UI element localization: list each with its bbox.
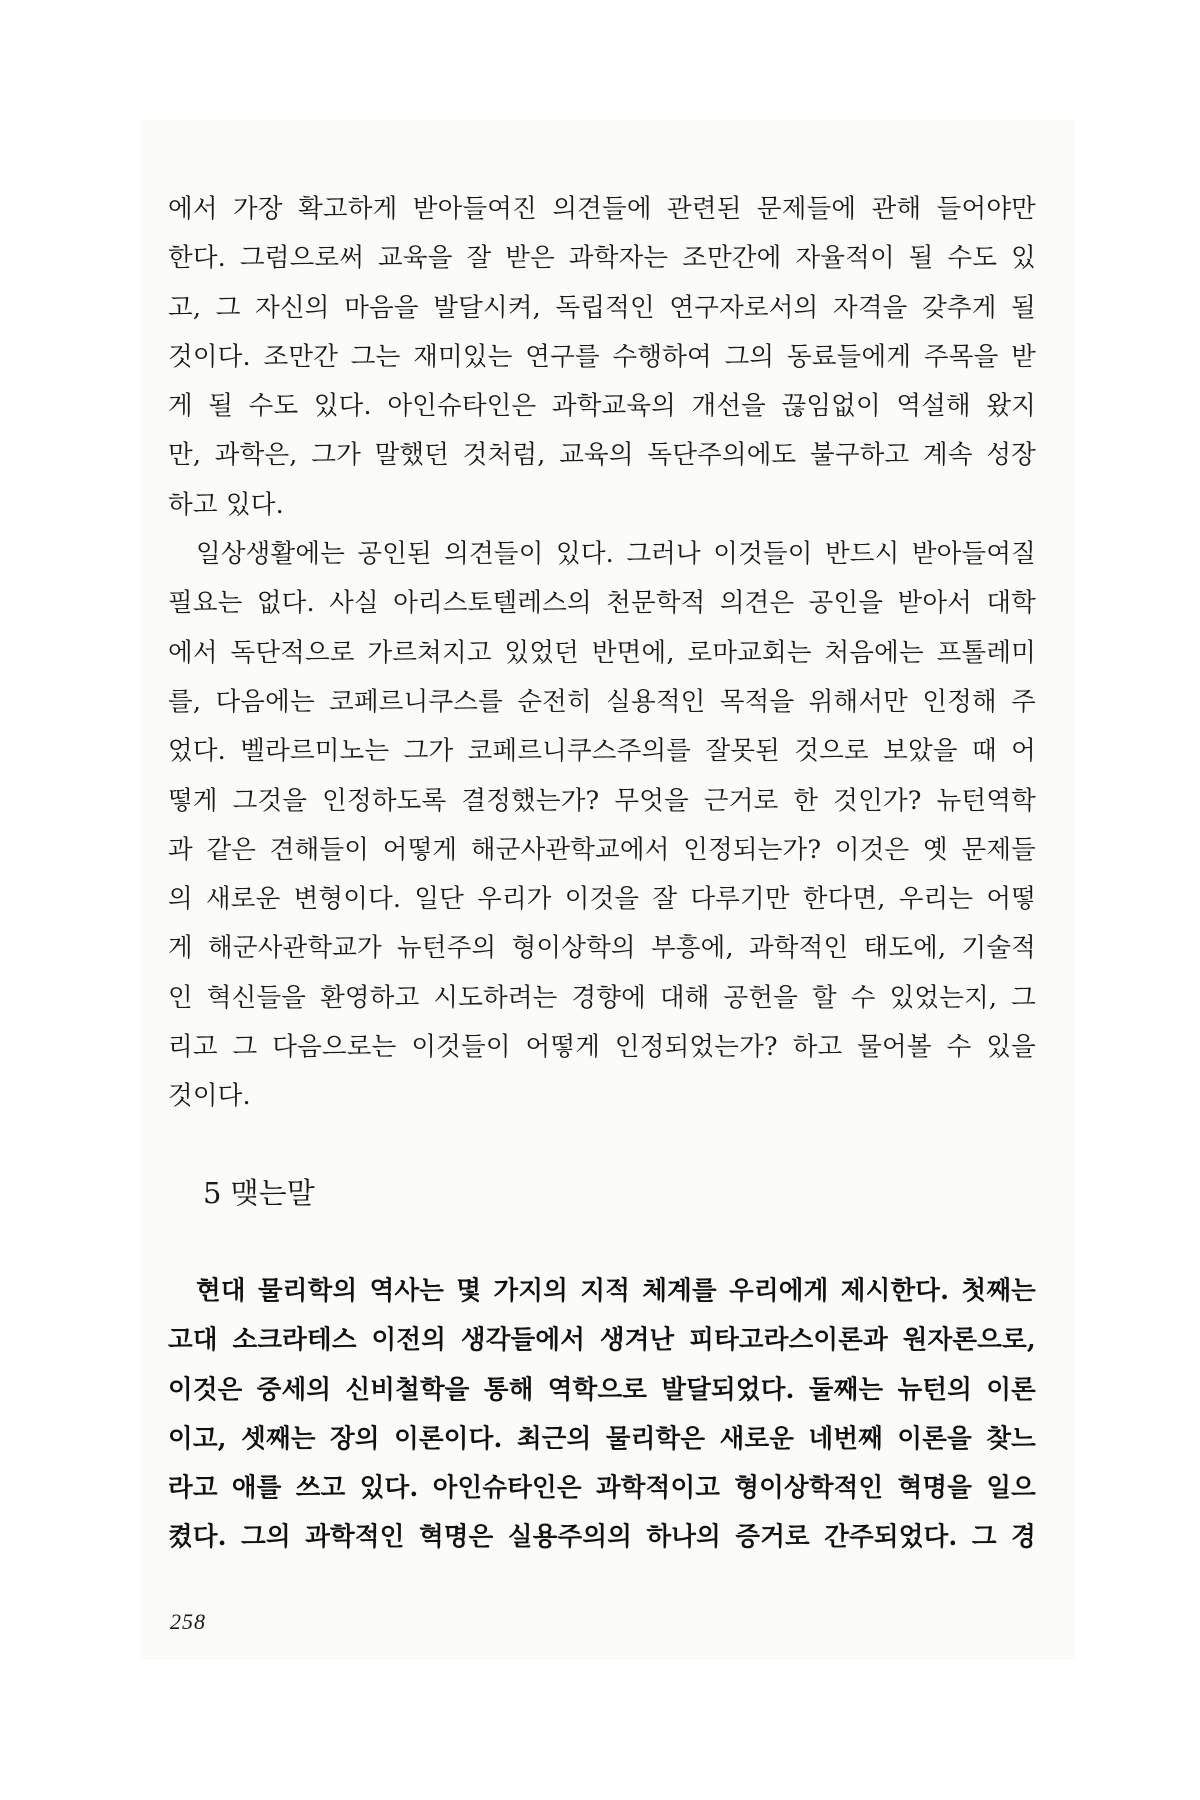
text-line: 것이다. [168, 1081, 251, 1112]
text-line: 일상생활에는 공인된 의견들이 있다. 그러나 이것들이 반드시 받아들여질 [196, 539, 1036, 570]
text-line: 인 혁신들을 환영하고 시도하려는 경향에 대해 공헌을 할 수 있었는지, 그 [168, 982, 1036, 1013]
text-line: 이것은 중세의 신비철학을 통해 역학으로 발달되었다. 둘째는 뉴턴의 이론 [168, 1374, 1036, 1405]
text-line: 하고 있다. [168, 489, 284, 520]
paragraph-1 [168, 185, 1036, 530]
text-line: 에서 가장 확고하게 받아들여진 의견들에 관련된 문제들에 관해 들어야만 [168, 194, 1036, 224]
text-line: 고대 소크라테스 이전의 생각들에서 생겨난 피타고라스이론과 원자론으로, [168, 1325, 1036, 1356]
text-line: 켰다. 그의 과학적인 혁명은 실용주의의 하나의 증거로 간주되었다. 그 경 [168, 1522, 1036, 1553]
closing-paragraph [168, 1267, 1036, 1563]
text-line: 고, 그 자신의 마음을 발달시켜, 독립적인 연구자로서의 자격을 갖추게 될 [168, 292, 1036, 323]
text-line: 현대 물리학의 역사는 몇 가지의 지적 체계를 우리에게 제시한다. 첫째는 [196, 1276, 1036, 1306]
text-line: 만, 과학은, 그가 말했던 것처럼, 교육의 독단주의에도 불구하고 계속 성장 [168, 440, 1036, 471]
text-line: 에서 독단적으로 가르쳐지고 있었던 반면에, 로마교회는 처음에는 프톨레미 [168, 637, 1036, 668]
text-line: 이고, 셋째는 장의 이론이다. 최근의 물리학은 새로운 네번째 이론을 찾느 [168, 1423, 1036, 1454]
text-line: 라고 애를 쓰고 있다. 아인슈타인은 과학적이고 형이상학적인 혁명을 일으 [168, 1473, 1036, 1504]
text-line: 게 해군사관학교가 뉴턴주의 형이상학의 부흥에, 과학적인 태도에, 기술적 [168, 933, 1036, 964]
text-line: 의 새로운 변형이다. 일단 우리가 이것을 잘 다루기만 한다면, 우리는 어떻 [168, 884, 1036, 915]
body-text [168, 185, 1036, 1122]
text-line: 필요는 없다. 사실 아리스토텔레스의 천문학적 의견은 공인을 받아서 대학 [168, 588, 1036, 619]
page-number: 258 [170, 1609, 206, 1634]
paragraph-2 [168, 530, 1036, 1122]
text-line: 떻게 그것을 인정하도록 결정했는가? 무엇을 근거로 한 것인가? 뉴턴역학 [168, 785, 1036, 816]
section-heading: 5 맺는말 [203, 1176, 315, 1210]
text-line: 를, 다음에는 코페르니쿠스를 순전히 실용적인 목적을 위해서만 인정해 주 [168, 686, 1036, 717]
text-line: 과 같은 견해들이 어떻게 해군사관학교에서 인정되는가? 이것은 옛 문제들 [168, 834, 1036, 865]
text-line: 리고 그 다음으로는 이것들이 어떻게 인정되었는가? 하고 물어볼 수 있을 [168, 1032, 1036, 1063]
text-line: 한다. 그럼으로써 교육을 잘 받은 과학자는 조만간에 자율적이 될 수도 있 [168, 243, 1036, 274]
text-line: 었다. 벨라르미노는 그가 코페르니쿠스주의를 잘못된 것으로 보았을 때 어 [168, 736, 1036, 767]
text-line: 게 될 수도 있다. 아인슈타인은 과학교육의 개선을 끊임없이 역설해 왔지 [168, 391, 1036, 422]
text-line: 것이다. 조만간 그는 재미있는 연구를 수행하여 그의 동료들에게 주목을 받 [168, 341, 1036, 372]
